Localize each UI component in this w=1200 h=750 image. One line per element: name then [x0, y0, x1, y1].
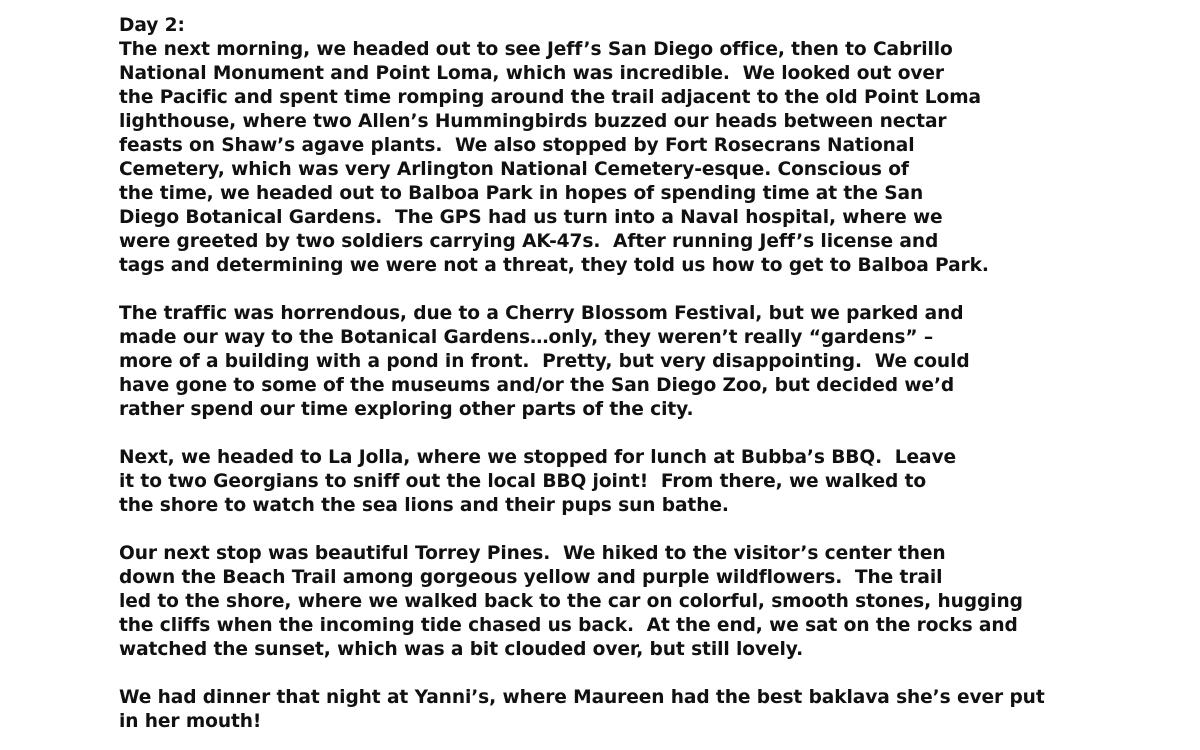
paragraph-line: feasts on Shaw’s agave plants. We also stopped by Fort Rosecrans National [119, 135, 915, 156]
paragraph-line: Cemetery, which was very Arlington National Cemetery-esque. Conscious of [119, 159, 909, 180]
paragraph-line: the Pacific and spent time romping around the trail adjacent to the old Point Loma [119, 87, 981, 108]
paragraph-line: made our way to the Botanical Gardens…only, they weren’t really “gardens” – [119, 327, 934, 348]
paragraph-line: have gone to some of the museums and/or the San Diego Zoo, but decided we’d [119, 375, 955, 396]
paragraph-line: Diego Botanical Gardens. The GPS had us turn into a Naval hospital, where we [119, 207, 943, 228]
paragraph-torrey-pines [119, 542, 1189, 662]
paragraph-la-jolla [119, 446, 1189, 518]
paragraph-line: rather spend our time exploring other parts of the city. [119, 399, 694, 420]
paragraph-point-loma [119, 38, 1189, 278]
paragraph-line: National Monument and Point Loma, which was incredible. We looked out over [119, 63, 944, 84]
paragraph-line: Next, we headed to La Jolla, where we stopped for lunch at Bubba’s BBQ. Leave [119, 447, 957, 468]
paragraph-line: were greeted by two soldiers carrying AK-47s. After running Jeff’s license and [119, 231, 939, 252]
document-body [119, 14, 1189, 734]
paragraph-line: The next morning, we headed out to see Jeff’s San Diego office, then to Cabrillo [119, 39, 953, 60]
paragraph-line: more of a building with a pond in front. Pretty, but very disappointing. We could [119, 351, 970, 372]
paragraph-line: lighthouse, where two Allen’s Hummingbirds buzzed our heads between nectar [119, 111, 947, 132]
paragraph-line: led to the shore, where we walked back to the car on colorful, smooth stones, hugging [119, 591, 1023, 612]
paragraph-line: the shore to watch the sea lions and their pups sun bathe. [119, 495, 729, 516]
paragraph-line: The traffic was horrendous, due to a Cherry Blossom Festival, but we parked and [119, 303, 964, 324]
paragraph-line: tags and determining we were not a threat, they told us how to get to Balboa Park. [119, 255, 989, 276]
paragraph-line: watched the sunset, which was a bit clouded over, but still lovely. [119, 639, 804, 660]
paragraph-spacer [119, 422, 1189, 446]
paragraph-dinner [119, 686, 1189, 734]
paragraph-balboa-park [119, 302, 1189, 422]
paragraph-line: down the Beach Trail among gorgeous yellow and purple wildflowers. The trail [119, 567, 943, 588]
paragraph-line: We had dinner that night at Yanni’s, where Maureen had the best baklava she’s ever put [119, 687, 1045, 708]
day-heading: Day 2: [119, 15, 185, 36]
paragraph-spacer [119, 278, 1189, 302]
paragraph-line: Our next stop was beautiful Torrey Pines. We hiked to the visitor’s center then [119, 543, 946, 564]
paragraph-line: it to two Georgians to sniff out the local BBQ joint! From there, we walked to [119, 471, 927, 492]
paragraph-spacer [119, 662, 1189, 686]
paragraph-line: the cliffs when the incoming tide chased us back. At the end, we sat on the rocks and [119, 615, 1018, 636]
paragraph-line: in her mouth! [119, 711, 262, 732]
paragraph-line: the time, we headed out to Balboa Park in hopes of spending time at the San [119, 183, 924, 204]
paragraph-spacer [119, 518, 1189, 542]
